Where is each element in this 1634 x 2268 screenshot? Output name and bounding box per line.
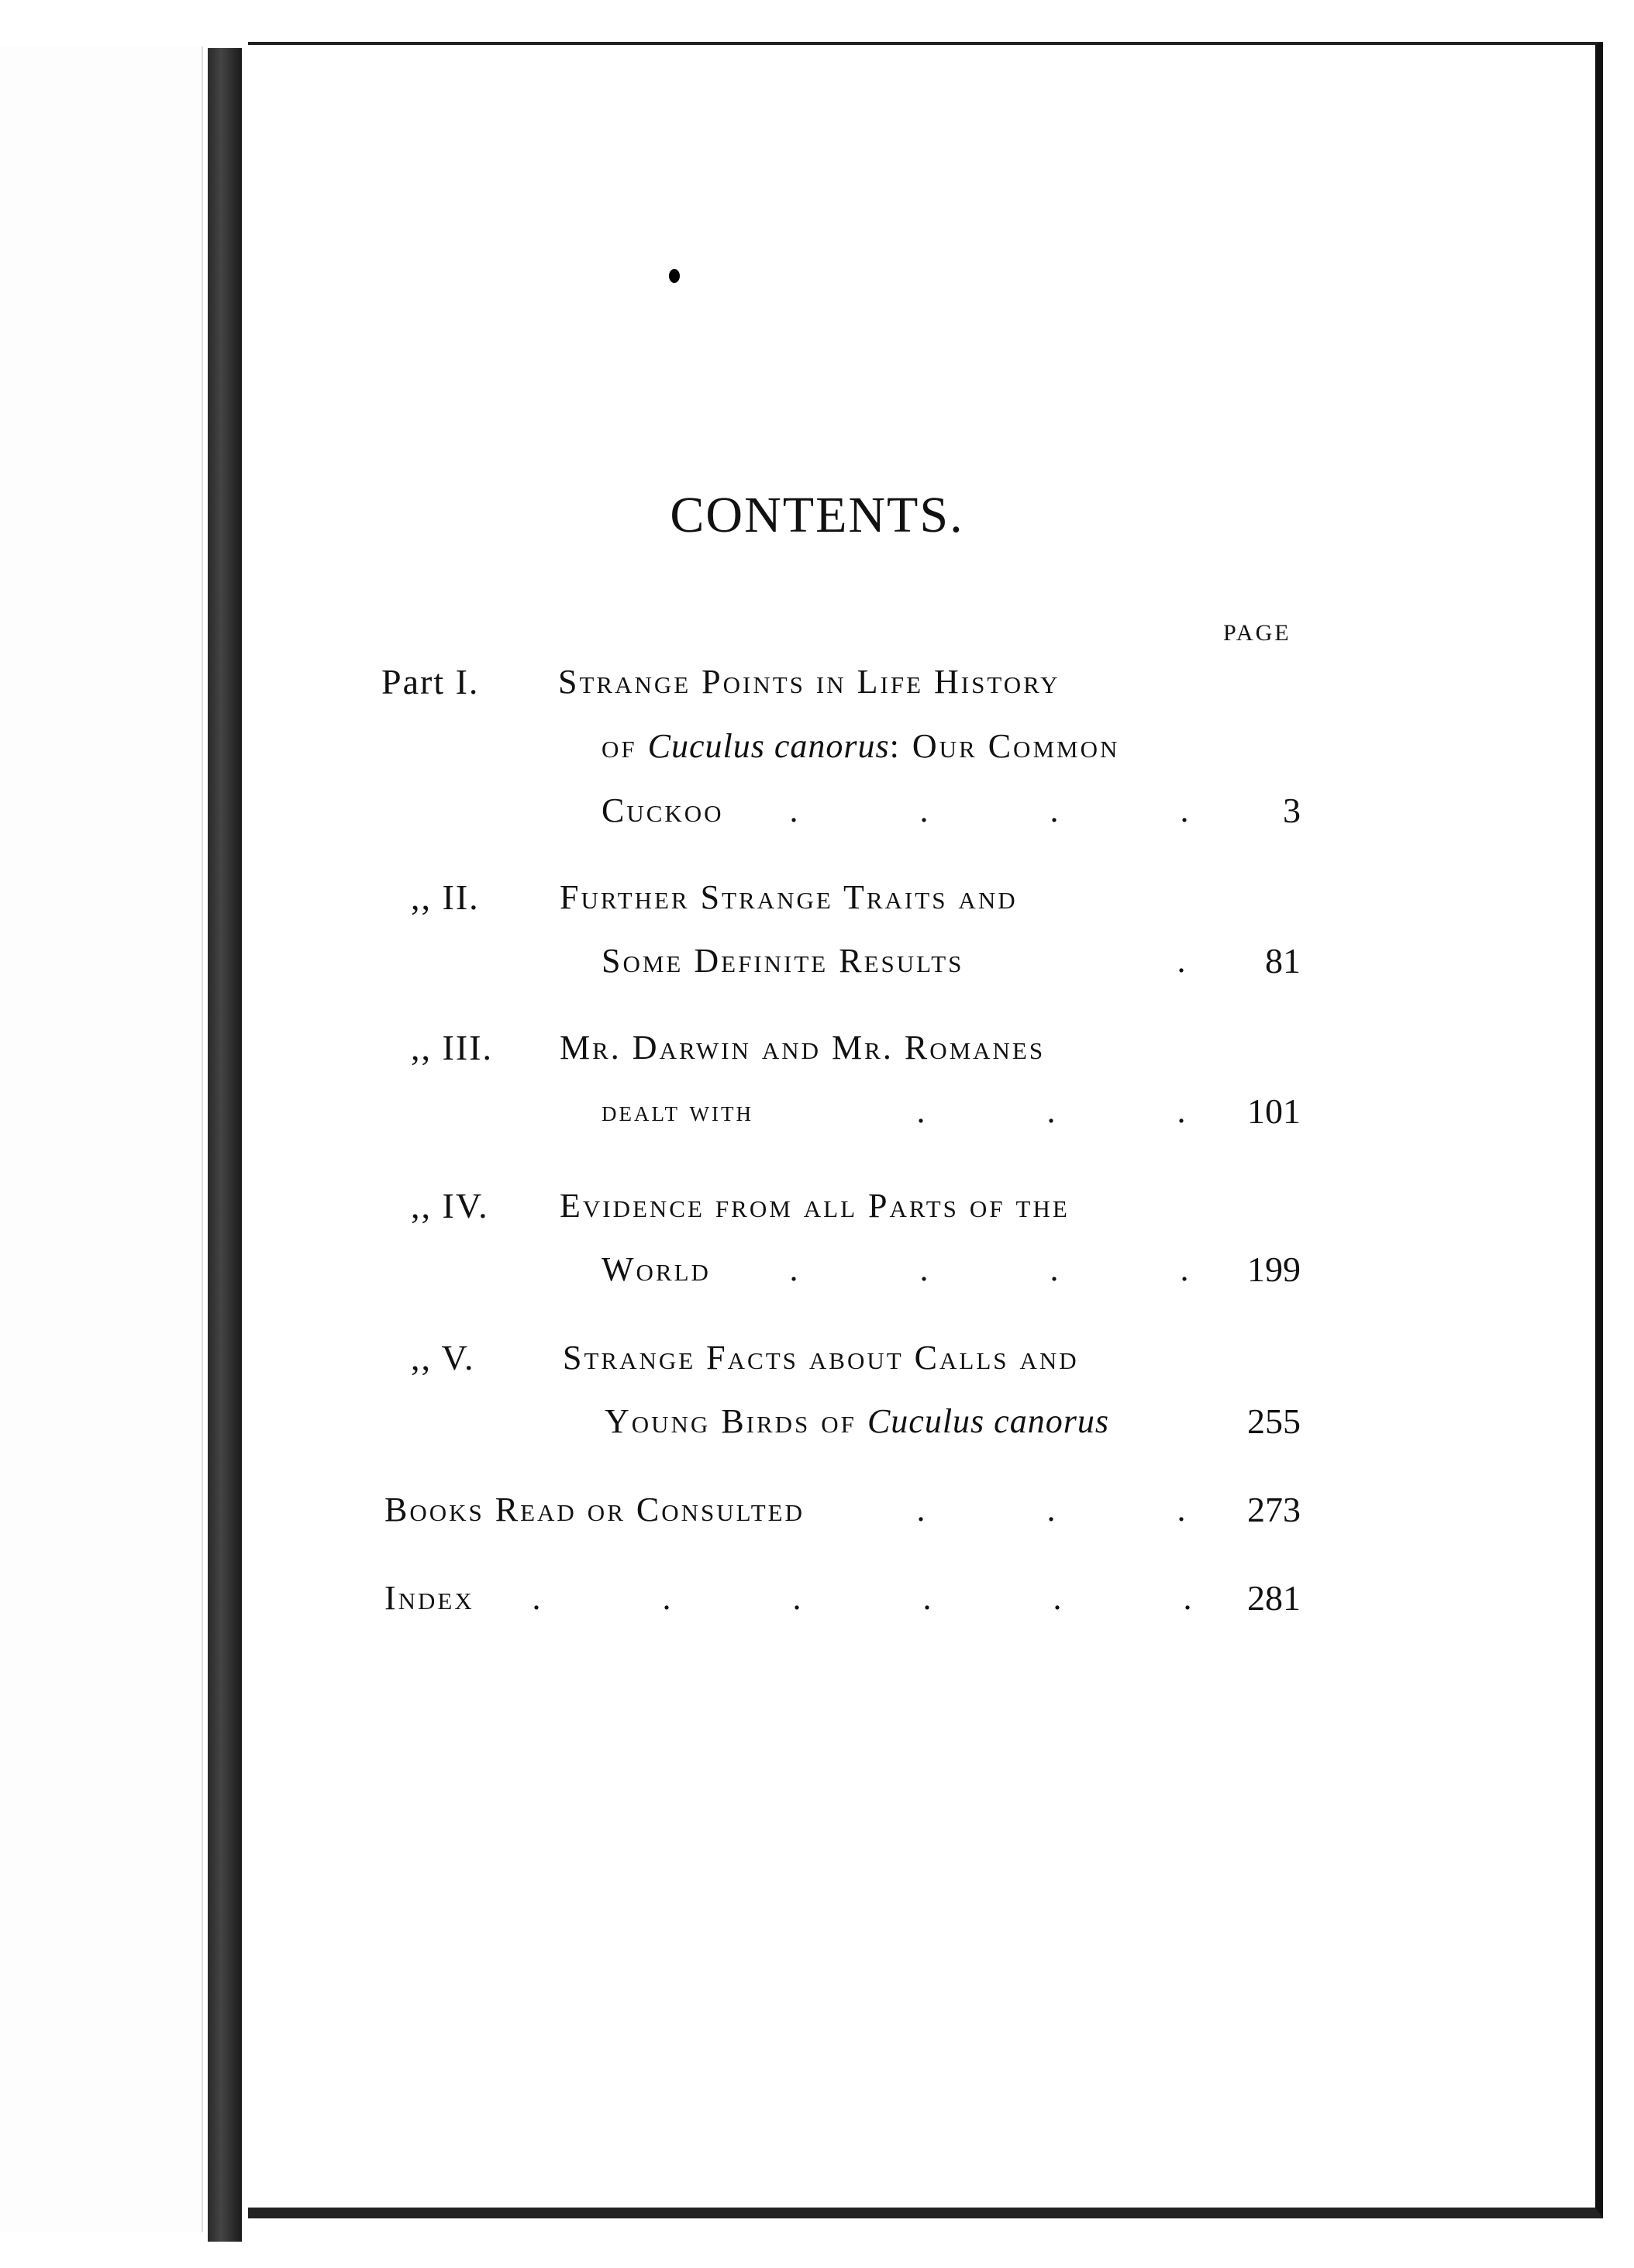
page-column-header: PAGE <box>1223 620 1291 646</box>
part-label: ,, IV. <box>411 1186 489 1225</box>
page-number: 3 <box>1283 791 1301 830</box>
entry-title-line-1: Evidence from all Parts of the <box>560 1187 1070 1225</box>
page-number: 81 <box>1265 941 1301 981</box>
page-number: 273 <box>1247 1490 1301 1529</box>
ink-spot <box>669 269 680 283</box>
entry-title-line-3: Cuckoo <box>602 791 724 829</box>
entry-title-line-2: dealt with <box>602 1095 753 1128</box>
page-number: 255 <box>1247 1401 1301 1441</box>
entry-title: Books Read or Consulted <box>384 1491 805 1529</box>
dot-leader: . <box>1177 942 1186 980</box>
dot-leader: . . . <box>916 1092 1186 1130</box>
entry-title-line-2: Some Definite Results <box>602 942 964 980</box>
dot-leader: . . . <box>916 1491 1186 1529</box>
italic-species-name: Cuculus canorus <box>867 1402 1109 1440</box>
entry-title-line-1: Further Strange Traits and <box>560 878 1018 916</box>
italic-species-name: Cuculus canorus <box>647 727 890 765</box>
dot-leader: . . . . <box>789 791 1189 829</box>
page-number: 281 <box>1247 1578 1301 1618</box>
book-spine <box>208 48 242 2242</box>
entry-title-line-2: Young Birds of Cuculus canorus <box>605 1402 1109 1440</box>
dot-leader: . . . . <box>789 1250 1189 1288</box>
entry-title-line-2: of Cuculus canorus: Our Common <box>602 727 1120 765</box>
part-label: ,, III. <box>411 1028 493 1067</box>
entry-title-line-1: Strange Facts about Calls and <box>563 1339 1079 1377</box>
page-number: 101 <box>1247 1091 1301 1131</box>
dot-leader: . . . . . . <box>532 1579 1192 1617</box>
part-label: ,, V. <box>411 1338 475 1377</box>
part-label: Part I. <box>381 662 480 701</box>
entry-title-line-2: World <box>602 1250 711 1288</box>
entry-title: Index <box>384 1579 474 1617</box>
entry-title-line-1: Mr. Darwin and Mr. Romanes <box>560 1029 1046 1067</box>
part-label: ,, II. <box>411 877 480 917</box>
facing-page-edge <box>0 47 203 2232</box>
page-number: 199 <box>1247 1249 1301 1289</box>
page-title: CONTENTS. <box>670 487 964 543</box>
entry-title-line-1: Strange Points in Life History <box>558 663 1060 701</box>
